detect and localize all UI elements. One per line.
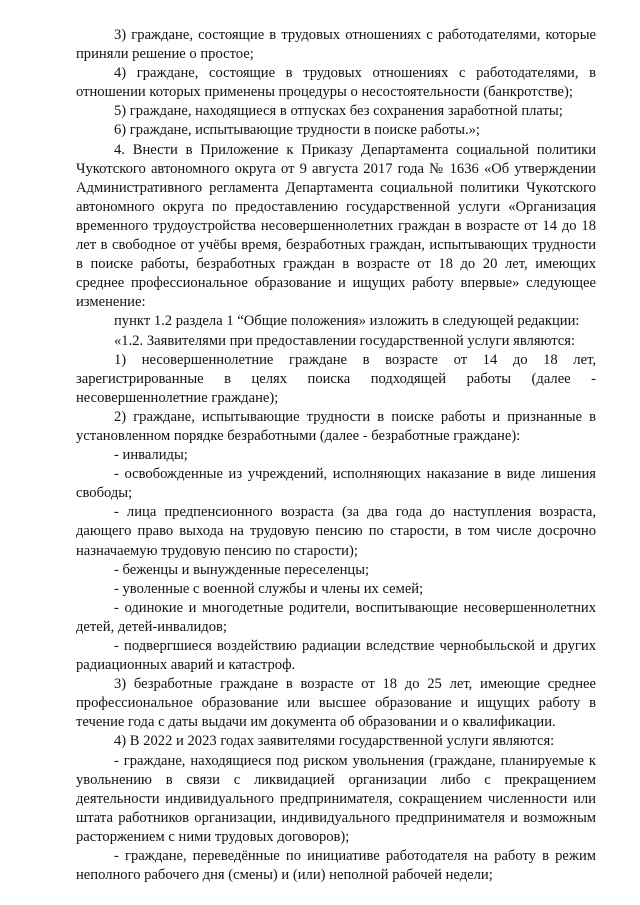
paragraph: 5) граждане, находящиеся в отпусках без сохранения заработной платы; xyxy=(114,103,563,120)
paragraph: - уволенные с военной службы и члены их семей; xyxy=(114,580,424,597)
paragraph: «1.2. Заявителями при предоставлении государственной услуги являются: xyxy=(114,332,576,349)
paragraph: 3) граждане, состоящие в трудовых отношениях с работодателями, которые приняли решение о простое; xyxy=(76,27,596,63)
paragraph: - одинокие и многодетные родители, воспитывающие несовершеннолетних детей, детей-инвалидов; xyxy=(76,599,596,635)
paragraph: - беженцы и вынужденные переселенцы; xyxy=(114,561,370,578)
paragraph: 4. Внести в Приложение к Приказу Департамента социальной политики Чукотского автономного округа от 9 августа 2017 года № 1636 «Об утверждении Административного регламента Департамента социальной политики Чукотского автономного округа по предоставлению государственной услуги «Организация временного трудоустройства несовершеннолетних граждан в возрасте от 14 до 18 лет в свободное от учёбы время, безработных граждан, испытывающих трудности в поиске работы, безработных граждан в возрасте от 18 до 20 лет, имеющих среднее профессиональное образование и ищущих работу впервые» следующее изменение: xyxy=(76,141,596,311)
paragraph: 1) несовершеннолетние граждане в возрасте от 14 до 18 лет, зарегистрированные в целях поиска подходящей работы (далее - несовершеннолетние граждане); xyxy=(76,351,596,406)
paragraph: пункт 1.2 раздела 1 “Общие положения» изложить в следующей редакции: xyxy=(114,313,580,330)
paragraph: - подвергшиеся воздействию радиации вследствие чернобыльской и других радиационных аварий и катастроф. xyxy=(76,638,596,674)
paragraph: - граждане, переведённые по инициативе работодателя на работу в режим неполного рабочего дня (смены) и (или) неполной рабочей недели; xyxy=(76,848,596,884)
document-page xyxy=(76,26,596,885)
paragraph: 2) граждане, испытывающие трудности в поиске работы и признанные в установленном порядке безработными (далее - безработные граждане): xyxy=(76,408,596,444)
paragraph: 4) граждане, состоящие в трудовых отношениях с работодателями, в отношении которых применены процедуры о несостоятельности (банкротстве); xyxy=(76,65,596,101)
paragraph: 3) безработные граждане в возрасте от 18 до 25 лет, имеющие среднее профессиональное образование или высшее образование и ищущих работу в течение года с даты выдачи им документа об образовании и о квалификации. xyxy=(76,676,596,731)
paragraph: - инвалиды; xyxy=(114,447,188,464)
paragraph: - освобожденные из учреждений, исполняющих наказание в виде лишения свободы; xyxy=(76,466,596,502)
paragraph: - лица предпенсионного возраста (за два года до наступления возраста, дающего право выхода на трудовую пенсию по старости, в том числе досрочно назначаемую трудовую пенсию по старости); xyxy=(76,504,596,559)
paragraph: 6) граждане, испытывающие трудности в поиске работы.»; xyxy=(114,122,480,139)
paragraph: 4) В 2022 и 2023 годах заявителями государственной услуги являются: xyxy=(114,733,555,750)
paragraph: - граждане, находящиеся под риском увольнения (граждане, планируемые к увольнению в связи с ликвидацией организации либо с прекращением деятельности индивидуального предпринимателя, сокращением численности или штата работников организации, индивидуального предпринимателя и возможным расторжением с ними трудовых договоров); xyxy=(76,752,596,845)
